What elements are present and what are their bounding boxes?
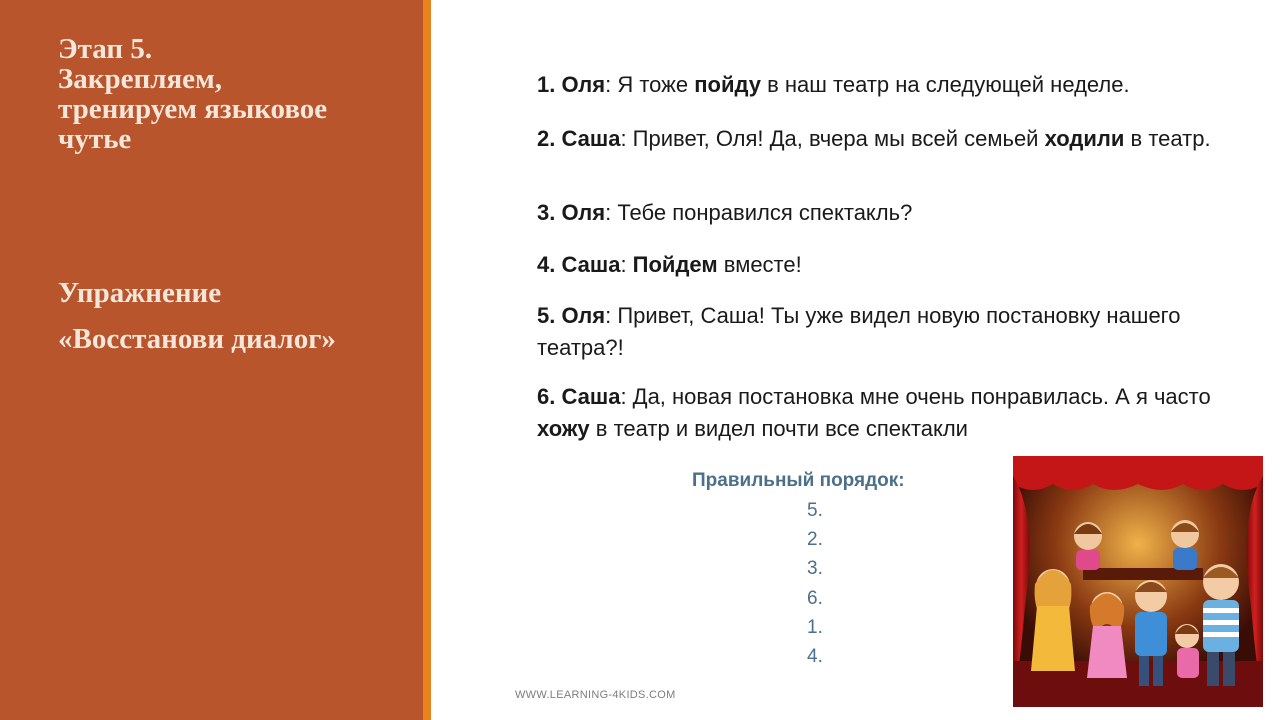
stage-heading	[58, 34, 408, 154]
theater-illustration	[1013, 456, 1263, 707]
verb-highlight: пойду	[694, 72, 761, 97]
order-title: Правильный порядок:	[692, 470, 905, 491]
order-item: 3.	[807, 558, 823, 580]
heading-line: тренируем языковое	[58, 93, 328, 125]
dialog-line-3: 3. Оля: Тебе понравился спектакль?	[537, 200, 913, 225]
accent-divider	[423, 0, 431, 720]
footer-website: WWW.LEARNING-4KIDS.COM	[515, 689, 676, 701]
speaker-label: 1. Оля	[537, 72, 606, 97]
speaker-label: 4. Саша	[537, 252, 621, 277]
correct-order	[692, 468, 942, 668]
heading-line: чутье	[58, 123, 132, 155]
dialog-line-5: 5. Оля: Привет, Саша! Ты уже видел новую постановку нашего театра?!	[537, 303, 1181, 360]
order-item: 6.	[807, 587, 823, 609]
speaker-label: 5. Оля	[537, 303, 606, 328]
dialog-line-6: 6. Саша: Да, новая постановка мне очень понравилась. А я часто хожу в театр и видел почти все спектакли	[537, 384, 1211, 441]
verb-highlight: Пойдем	[632, 252, 718, 277]
dialog-line-4: 4. Саша: Пойдем вместе!	[537, 252, 802, 277]
exercise-title	[58, 270, 418, 362]
theater-family-image	[1013, 456, 1263, 707]
exercise-line: «Восстанови диалог»	[58, 323, 336, 355]
speaker-label: 6. Саша	[537, 384, 621, 409]
order-list	[807, 496, 823, 671]
exercise-line: Упражнение	[58, 277, 222, 309]
left-panel	[0, 0, 423, 720]
dialog-line-1: 1. Оля: Я тоже пойду в наш театр на следующей неделе.	[537, 72, 1130, 97]
speaker-label: 3. Оля	[537, 200, 606, 225]
heading-line: Закрепляем,	[58, 63, 223, 95]
order-item: 5.	[807, 500, 823, 521]
speaker-label: 2. Саша	[537, 126, 621, 151]
heading-line: Этап 5.	[58, 33, 153, 65]
order-item: 4.	[807, 646, 823, 668]
verb-highlight: хожу	[537, 416, 590, 441]
order-item: 2.	[807, 529, 823, 551]
verb-highlight: ходили	[1044, 126, 1125, 151]
dialog-line-2: 2. Саша: Привет, Оля! Да, вчера мы всей семьей ходили в театр.	[537, 126, 1211, 151]
order-item: 1.	[807, 616, 823, 638]
